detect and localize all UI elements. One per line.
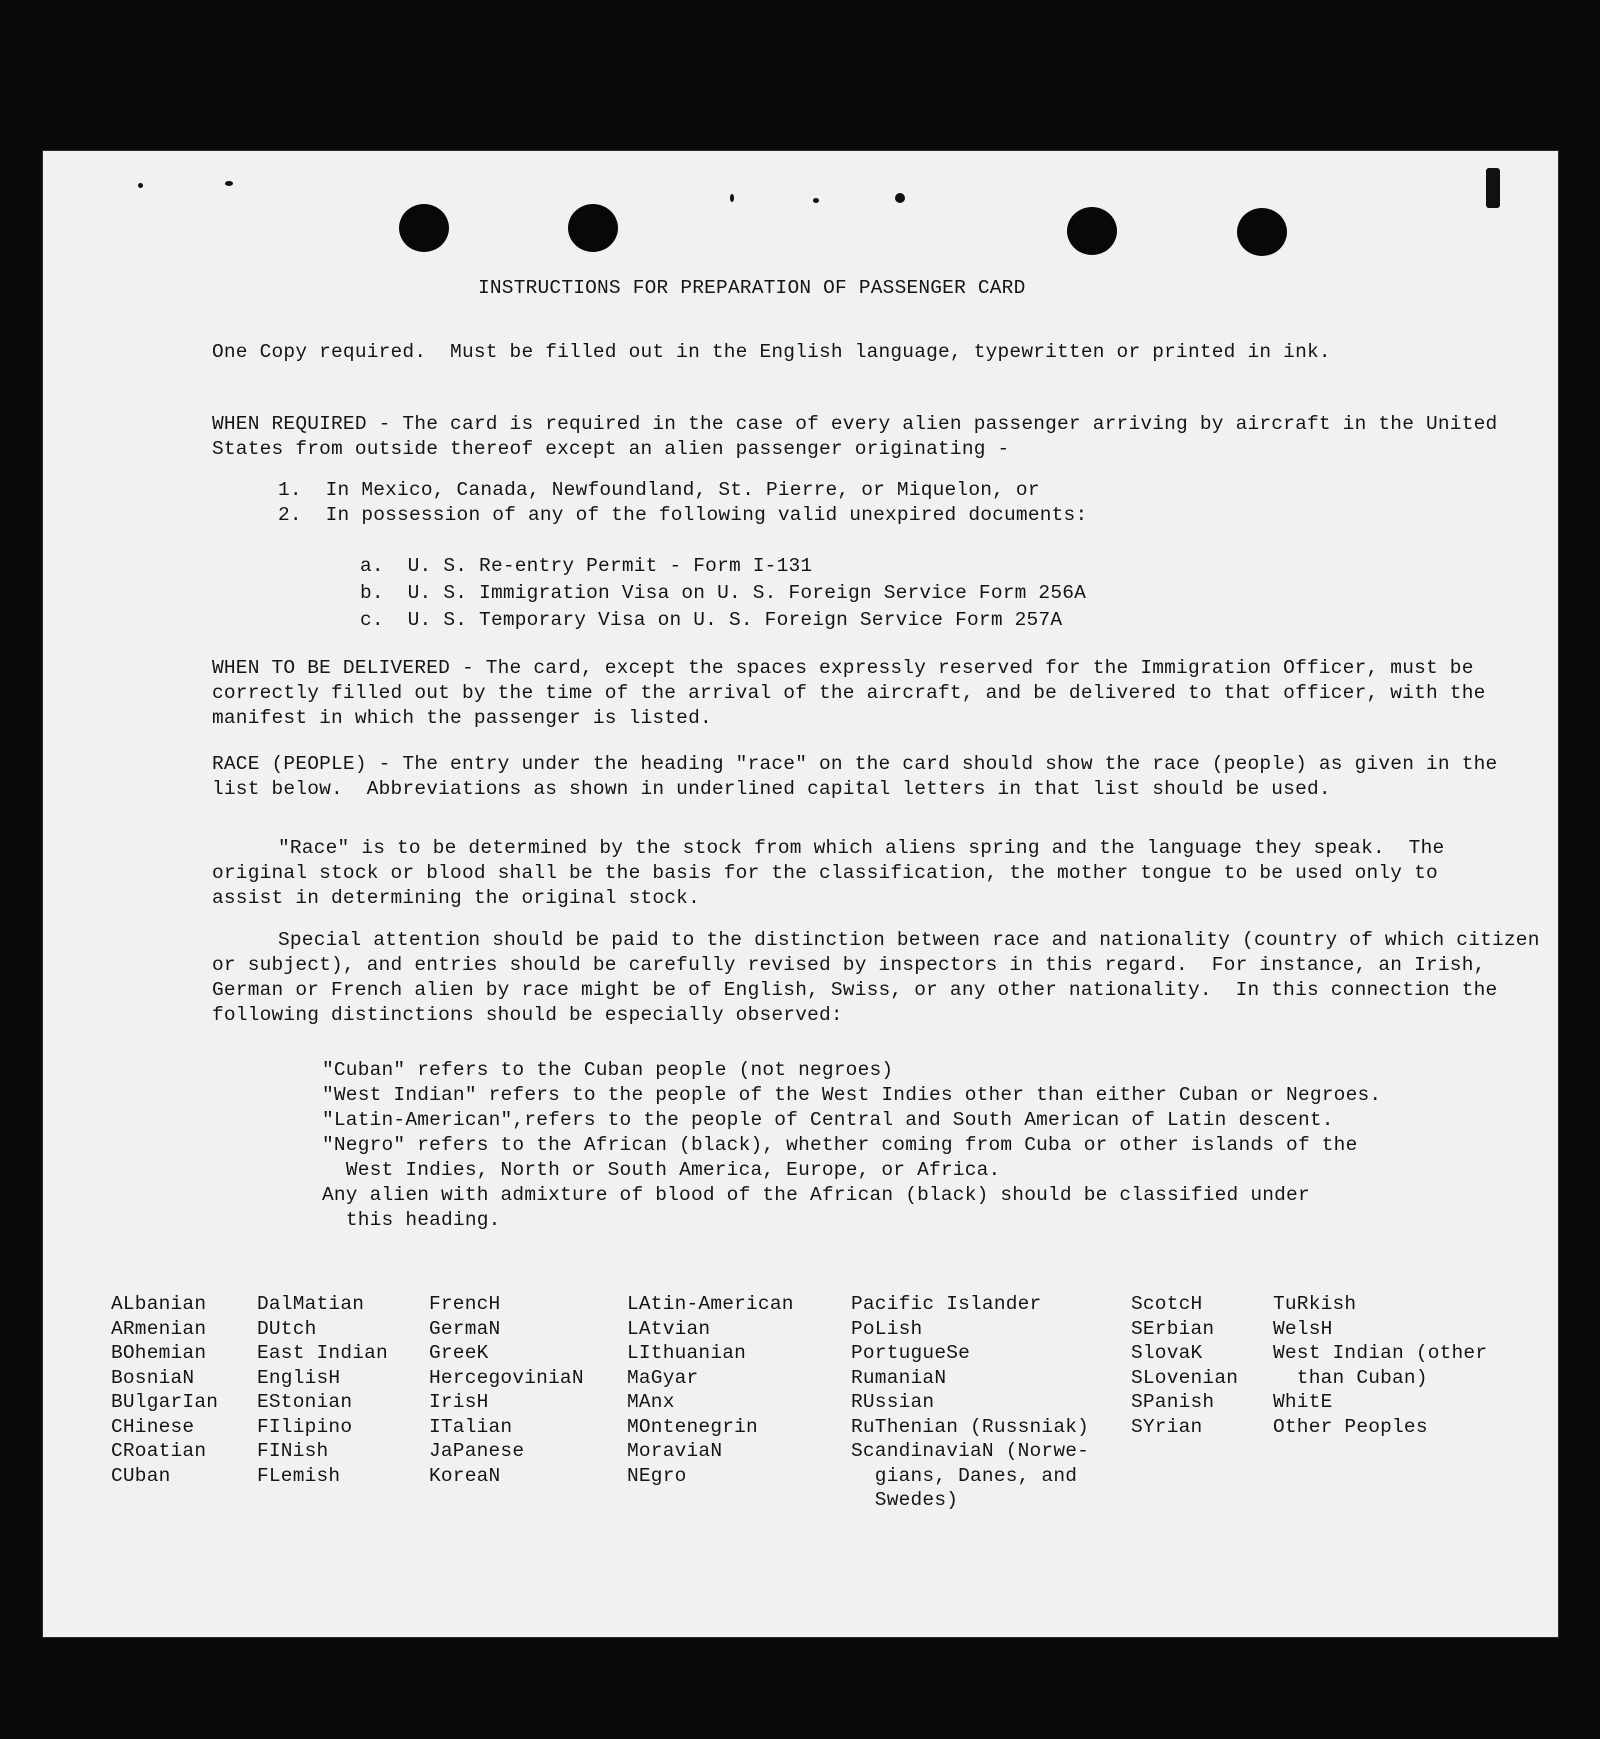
document-item: c. U. S. Temporary Visa on U. S. Foreign Service Form 257A xyxy=(360,609,1063,631)
race-intro-paragraph: RACE (PEOPLE) - The entry under the heading "race" on the card should show the race (people) as given in the list below. Abbreviations as shown in underlined capital letters in that list should be used. xyxy=(212,753,1510,800)
distinction-item: "Latin-American",refers to the people of Central and South American of Latin descent. xyxy=(322,1109,1334,1131)
race-item: BosniaN xyxy=(111,1366,195,1389)
race-item: Other Peoples xyxy=(1273,1415,1428,1438)
race-item: FINish xyxy=(257,1440,329,1462)
race-item: MOntenegrin xyxy=(627,1415,758,1438)
race-item: Pacific Islander xyxy=(851,1293,1042,1315)
race-item: MoraviaN xyxy=(627,1440,723,1462)
race-definition-paragraph: "Race" is to be determined by the stock from which aliens spring and the language they speak. The original stock or blood shall be the basis for the classification, the mother tongue to be used only to assist in determining the original stock. xyxy=(212,837,1457,909)
race-item: HercegoviniaN xyxy=(429,1366,584,1389)
race-column xyxy=(111,1292,218,1488)
race-item: FIlipino xyxy=(257,1415,353,1438)
race-item: NEgro xyxy=(627,1464,687,1487)
race-item: LIthuanian xyxy=(627,1342,747,1364)
race-item: ScotcH xyxy=(1131,1293,1203,1315)
page-title: INSTRUCTIONS FOR PREPARATION OF PASSENGER CARD xyxy=(478,277,1026,299)
distinction-item: "West Indian" refers to the people of the West Indies other than either Cuban or Negroes. xyxy=(322,1084,1382,1106)
race-item: FrencH xyxy=(429,1293,501,1315)
special-attention-paragraph: Special attention should be paid to the distinction between race and nationality (country of which citizen or subject), and entries should be carefully revised by inspectors in this regard. For instance, an Irish, German or French alien by race might be of English, Swiss, or any other nationality. In this connection the following distinctions should be especially observed: xyxy=(212,929,1552,1026)
race-item: ITalian xyxy=(429,1415,513,1438)
race-column xyxy=(257,1292,388,1488)
origin-item: 2. In possession of any of the following valid unexpired documents: xyxy=(278,504,1088,526)
race-item: East Indian xyxy=(257,1342,388,1364)
race-item: RUssian xyxy=(851,1391,935,1413)
race-item: GreeK xyxy=(429,1342,489,1364)
race-item: RuThenian (Russniak) xyxy=(851,1415,1090,1438)
race-item: LAtvian xyxy=(627,1317,711,1340)
document-item: a. U. S. Re-entry Permit - Form I-131 xyxy=(360,555,813,577)
race-item: West Indian (other than Cuban) xyxy=(1273,1342,1488,1389)
race-item: LAtin-American xyxy=(627,1293,794,1315)
race-column xyxy=(627,1292,794,1488)
race-item: EnglisH xyxy=(257,1366,341,1389)
race-item: BOhemian xyxy=(111,1342,207,1364)
race-item: RumaniaN xyxy=(851,1366,947,1389)
race-item: GermaN xyxy=(429,1317,501,1340)
race-item: MAnx xyxy=(627,1391,675,1413)
race-item: PortugueSe xyxy=(851,1342,971,1364)
race-column xyxy=(429,1292,584,1488)
race-item: MaGyar xyxy=(627,1366,699,1389)
document-list xyxy=(360,554,1360,633)
origin-item: 1. In Mexico, Canada, Newfoundland, St. Pierre, or Miquelon, or xyxy=(278,479,1040,501)
document-item: b. U. S. Immigration Visa on U. S. Foreign Service Form 256A xyxy=(360,582,1087,604)
race-item: CHinese xyxy=(111,1415,195,1438)
race-item: ARmenian xyxy=(111,1317,207,1340)
when-required-paragraph: WHEN REQUIRED - The card is required in the case of every alien passenger arriving by aircraft in the United States from outside thereof except an alien passenger originating - xyxy=(212,413,1510,460)
race-item: CRoatian xyxy=(111,1440,207,1462)
intro-paragraph: One Copy required. Must be filled out in the English language, typewritten or printed in ink. xyxy=(212,341,1331,363)
race-item: SLovenian xyxy=(1131,1366,1239,1389)
race-item: BUlgarIan xyxy=(111,1391,219,1413)
race-item: JaPanese xyxy=(429,1440,525,1462)
race-item: TuRkish xyxy=(1273,1293,1357,1315)
origin-list xyxy=(278,478,1378,528)
race-item: WelsH xyxy=(1273,1317,1333,1340)
distinction-item: "Negro" refers to the African (black), whether coming from Cuba or other islands of the West Indies, North or South America, Europe, or Africa. xyxy=(322,1134,1358,1181)
race-item: KoreaN xyxy=(429,1464,501,1487)
distinctions-list xyxy=(322,1058,1562,1233)
race-item: WhitE xyxy=(1273,1391,1333,1413)
race-column xyxy=(1131,1292,1238,1439)
race-item: IrisH xyxy=(429,1391,489,1413)
race-item: EStonian xyxy=(257,1391,353,1413)
distinction-item: "Cuban" refers to the Cuban people (not negroes) xyxy=(322,1059,894,1081)
when-delivered-paragraph: WHEN TO BE DELIVERED - The card, except the spaces expressly reserved for the Immigration Officer, must be correctly filled out by the time of the arrival of the aircraft, and be delivered to that officer, with the manifest in which the passenger is listed. xyxy=(212,657,1498,729)
race-item: SPanish xyxy=(1131,1391,1215,1413)
race-item: CUban xyxy=(111,1464,171,1487)
race-item: DUtch xyxy=(257,1317,317,1340)
race-item: ALbanian xyxy=(111,1293,207,1315)
race-column xyxy=(1273,1292,1487,1439)
distinction-item: Any alien with admixture of blood of the African (black) should be classified under this heading. xyxy=(322,1184,1310,1231)
race-item: DalMatian xyxy=(257,1293,365,1315)
race-item: ScandinaviaN (Norwe- gians, Danes, and Swedes) xyxy=(851,1440,1090,1511)
race-column xyxy=(851,1292,1089,1513)
race-item: FLemish xyxy=(257,1464,341,1487)
race-list xyxy=(111,1292,1531,1522)
race-item: SYrian xyxy=(1131,1415,1203,1438)
race-item: SlovaK xyxy=(1131,1342,1203,1364)
race-item: PoLish xyxy=(851,1317,923,1340)
race-item: SErbian xyxy=(1131,1317,1215,1340)
